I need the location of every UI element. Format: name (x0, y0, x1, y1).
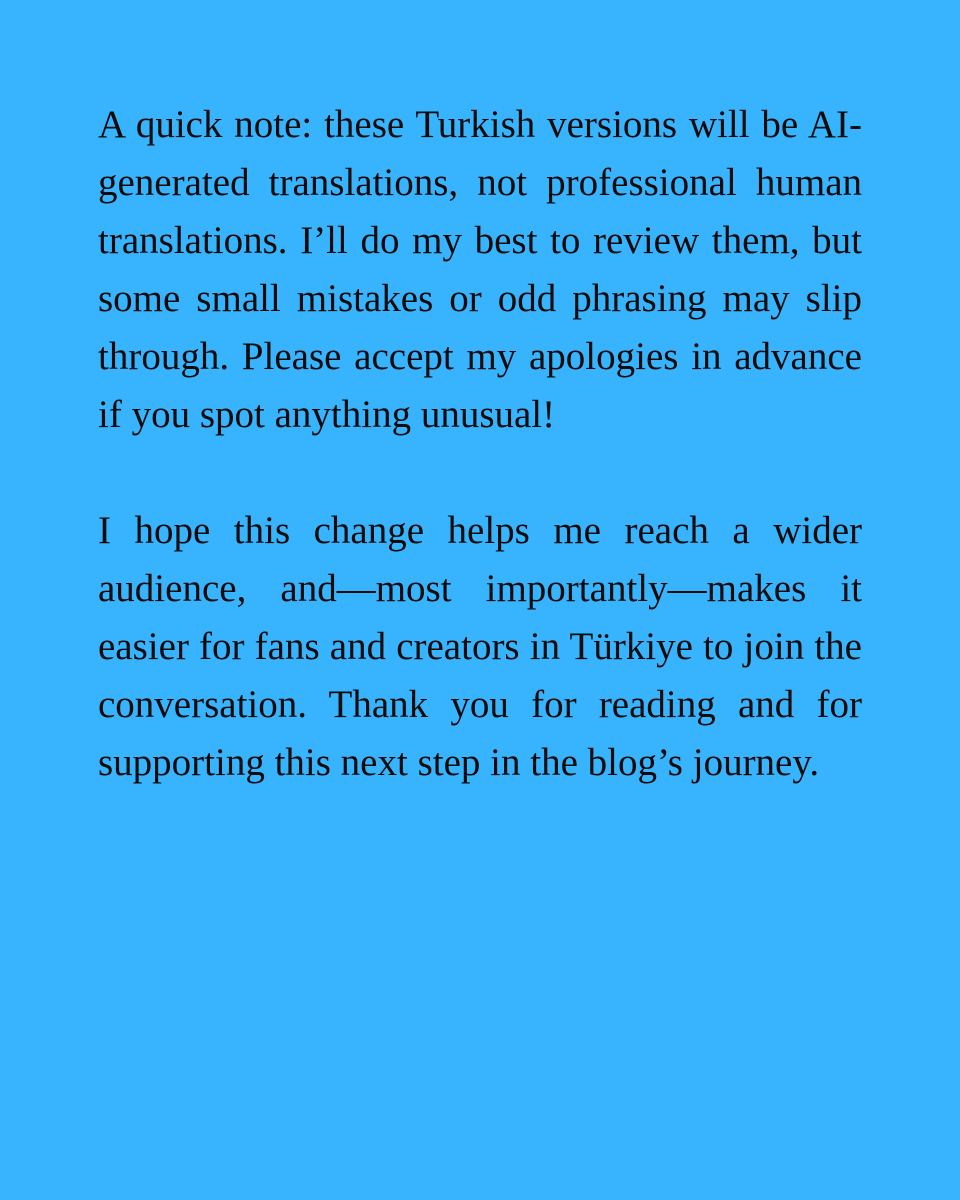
note-paragraph-translation-disclaimer: A quick note: these Turkish versions will be AI-generated translations, not professional human translations. I’ll do my best to review them, but some small mistakes or odd phrasing may slip through. Please accept my apologies in advance if you spot anything unusual! (98, 103, 862, 436)
note-paragraph-thanks: I hope this change helps me reach a wider audience, and—most importantly—makes it easier for fans and creators in Türkiye to join the conversation. Thank you for reading and for supporting this next step in the blog’s journey. (98, 509, 862, 784)
